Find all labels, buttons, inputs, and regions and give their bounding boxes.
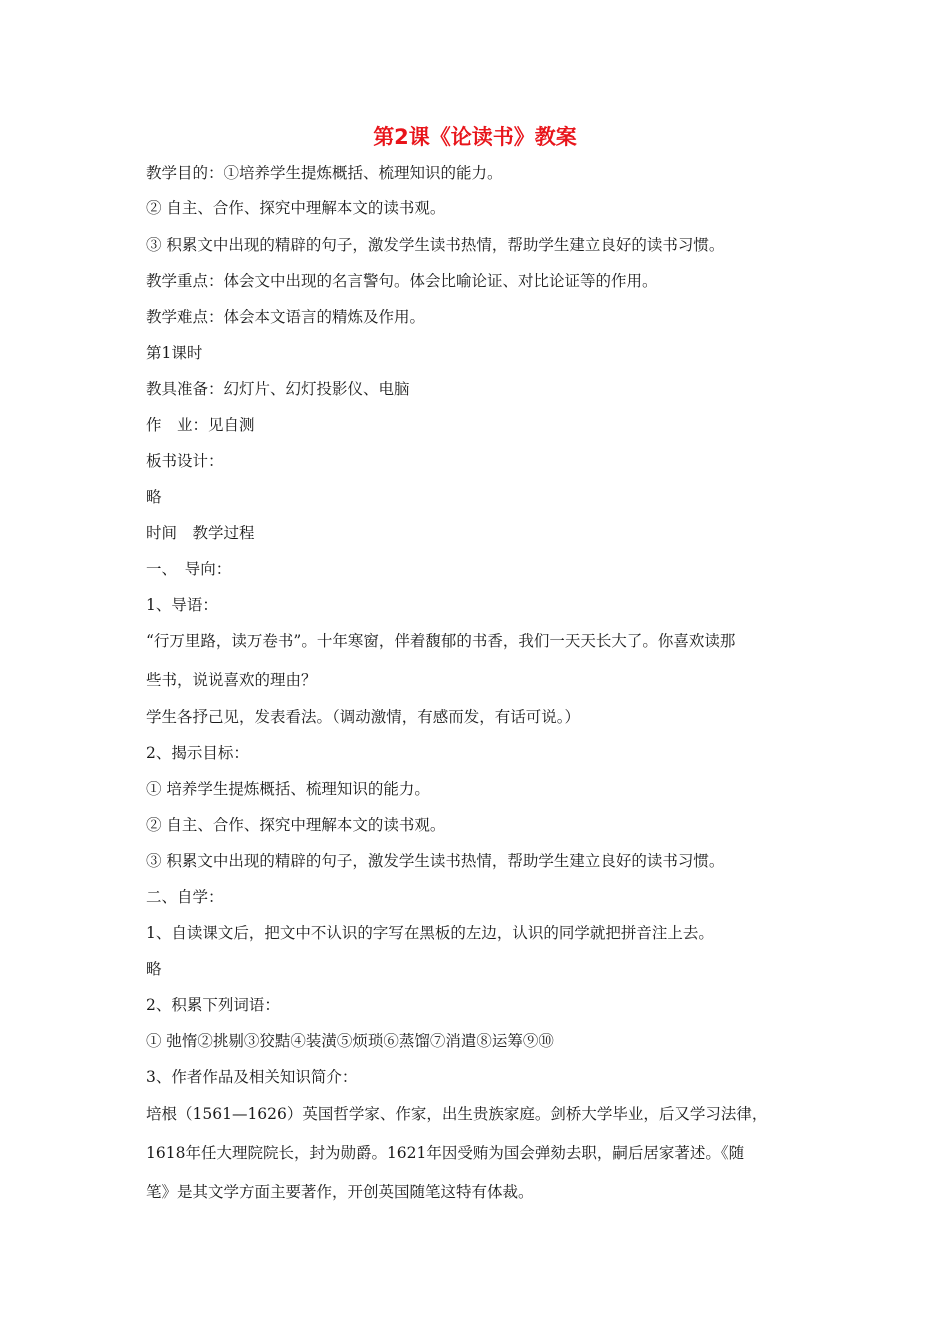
section-2-heading: 二、自学： <box>146 888 224 906</box>
self-study-line: 1、自读课文后，把文中不认识的字写在黑板的左边，认识的同学就把拼音注上去。 <box>146 924 714 942</box>
homework-line: 作 业：见自测 <box>146 416 255 434</box>
reveal-goal-1-line: ① 培养学生提炼概括、梳理知识的能力。 <box>146 780 430 798</box>
student-response-line: 学生各抒己见，发表看法。（调动激情，有感而发，有话可说。） <box>146 708 581 726</box>
vocabulary-heading: 2、积累下列词语： <box>146 996 280 1014</box>
goal-3-line: ③ 积累文中出现的精辟的句子，激发学生读书热情，帮助学生建立良好的读书习惯。 <box>146 236 725 254</box>
omitted-line-2: 略 <box>146 960 162 978</box>
reveal-goal-3-line: ③ 积累文中出现的精辟的句子，激发学生读书热情，帮助学生建立良好的读书习惯。 <box>146 852 725 870</box>
vocabulary-list-line: ① 弛惰②挑剔③狡黠④装潢⑤烦琐⑥蒸馏⑦消遣⑧运筹⑨⑩ <box>146 1032 554 1050</box>
author-paragraph-line-2: 1618年任大理院院长，封为勋爵。1621年因受贿为国会弹劾去职，嗣后居家著述。《随 <box>146 1144 745 1162</box>
board-design-line: 板书设计： <box>146 452 224 470</box>
difficulty-line: 教学难点：体会本文语言的精炼及作用。 <box>146 308 426 326</box>
omitted-line: 略 <box>146 488 162 506</box>
intro-paragraph-line-2: 些书，说说喜欢的理由？ <box>146 671 317 689</box>
teaching-goal-line: 教学目的：①培养学生提炼概括、梳理知识的能力。 <box>146 164 503 182</box>
intro-paragraph-line-1: “行万里路，读万卷书”。十年寒窗，伴着馥郁的书香，我们一天天长大了。你喜欢读那 <box>146 632 736 650</box>
process-header-line: 时间 教学过程 <box>146 524 255 542</box>
goal-2-line: ② 自主、合作、探究中理解本文的读书观。 <box>146 199 446 217</box>
intro-heading: 1、导语： <box>146 596 218 614</box>
author-paragraph-line-3: 笔》是其文学方面主要著作，开创英国随笔这特有体裁。 <box>146 1183 534 1201</box>
author-paragraph-line-1: 培根（1561—1626）英国哲学家、作家，出生贵族家庭。剑桥大学毕业，后又学习法律， <box>146 1105 768 1123</box>
author-intro-heading: 3、作者作品及相关知识简介： <box>146 1068 358 1086</box>
reveal-goals-heading: 2、揭示目标： <box>146 744 249 762</box>
section-1-heading: 一、 导向： <box>146 560 232 578</box>
page-title: 第2课《论读书》教案 <box>373 125 577 149</box>
key-point-line: 教学重点：体会文中出现的名言警句。体会比喻论证、对比论证等的作用。 <box>146 272 658 290</box>
teaching-aids-line: 教具准备：幻灯片、幻灯投影仪、电脑 <box>146 380 410 398</box>
lesson-period-line: 第1课时 <box>146 344 203 362</box>
reveal-goal-2-line: ② 自主、合作、探究中理解本文的读书观。 <box>146 816 446 834</box>
